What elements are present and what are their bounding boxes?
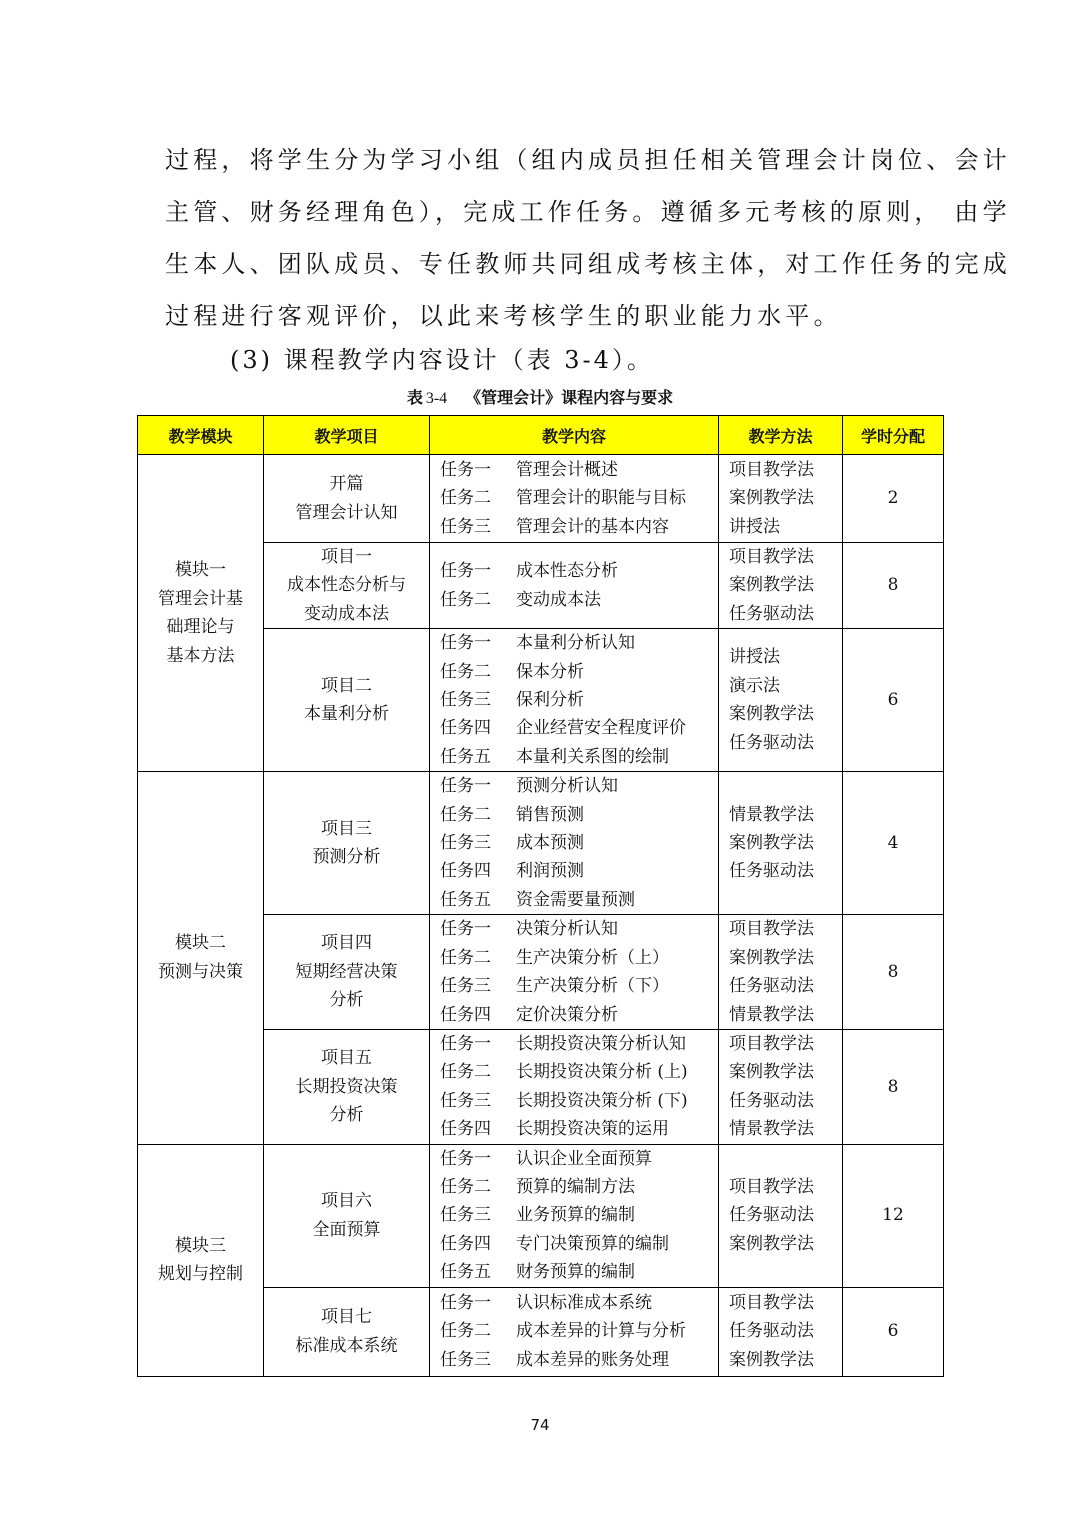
task-line <box>440 1201 718 1229</box>
method-item: 任务驱动法 <box>729 1090 814 1111</box>
table-caption <box>0 386 1080 411</box>
intro-line: 过程进行客观评价，以此来考核学生的职业能力水平。 <box>165 302 842 330</box>
method-item: 演示法 <box>729 675 780 696</box>
hours-cell: 8 <box>843 1029 944 1144</box>
task-name: 保本分析 <box>516 661 584 682</box>
task-line <box>440 484 718 512</box>
method-item: 任务驱动法 <box>729 1321 814 1342</box>
method-cell <box>719 772 843 915</box>
intro-line: 生本人、团队成员、专任教师共同组成考核主体，对工作任务的完成 <box>165 250 1011 278</box>
task-number: 任务二 <box>440 1321 491 1342</box>
task-number: 任务二 <box>440 488 491 509</box>
project-cell <box>264 1144 430 1287</box>
method-item: 案例教学法 <box>729 1349 814 1370</box>
project-name-line: 项目三 <box>321 818 372 839</box>
task-name: 专门决策预算的编制 <box>516 1233 669 1254</box>
task-line <box>440 1258 718 1286</box>
method-item: 任务驱动法 <box>729 603 814 624</box>
task-name: 业务预算的编制 <box>516 1205 635 1226</box>
method-item: 项目教学法 <box>729 919 814 940</box>
task-line <box>440 1289 718 1317</box>
task-name: 保利分析 <box>516 690 584 711</box>
task-line <box>440 658 718 686</box>
method-item: 项目教学法 <box>729 1176 814 1197</box>
task-number: 任务四 <box>440 1119 491 1140</box>
method-item: 案例教学法 <box>729 488 814 509</box>
task-line <box>440 1030 718 1058</box>
task-name: 本量利分析认知 <box>516 633 635 654</box>
intro-paragraph <box>165 134 1011 342</box>
task-number: 任务四 <box>440 1233 491 1254</box>
content-cell <box>430 1287 719 1376</box>
task-name: 资金需要量预测 <box>516 889 635 910</box>
task-name: 长期投资决策分析 (上) <box>516 1062 688 1083</box>
task-number: 任务一 <box>440 776 491 797</box>
table-caption-title: 《管理会计》课程内容与要求 <box>465 388 674 407</box>
section-subheading: (3) 课程教学内容设计（表 3-4）。 <box>230 346 654 374</box>
task-name: 管理会计的基本内容 <box>516 516 669 537</box>
table-caption-label: 表 <box>406 388 423 407</box>
task-number: 任务五 <box>440 746 491 767</box>
hours-cell: 8 <box>843 915 944 1030</box>
task-name: 认识企业全面预算 <box>516 1148 652 1169</box>
task-number: 任务五 <box>440 889 491 910</box>
project-cell <box>264 1287 430 1376</box>
task-line <box>440 829 718 857</box>
task-line <box>440 686 718 714</box>
module-name-line: 模块三 <box>175 1235 226 1256</box>
task-name: 成本性态分析 <box>516 561 618 582</box>
method-item: 任务驱动法 <box>729 861 814 882</box>
intro-line: 主管、财务经理角色），完成工作任务。遵循多元考核的原则， 由学 <box>165 198 1011 226</box>
content-cell <box>430 629 719 772</box>
task-name: 预算的编制方法 <box>516 1176 635 1197</box>
task-line <box>440 801 718 829</box>
module-cell <box>138 1144 264 1376</box>
method-item: 案例教学法 <box>729 704 814 725</box>
project-cell <box>264 772 430 915</box>
task-number: 任务二 <box>440 804 491 825</box>
content-cell <box>430 772 719 915</box>
project-cell <box>264 629 430 772</box>
header-module: 教学模块 <box>138 416 264 455</box>
method-item: 案例教学法 <box>729 1062 814 1083</box>
task-line <box>440 456 718 484</box>
task-line <box>440 1173 718 1201</box>
hours-cell: 6 <box>843 1287 944 1376</box>
task-line <box>440 944 718 972</box>
content-cell <box>430 1029 719 1144</box>
task-name: 长期投资决策分析 (下) <box>516 1090 688 1111</box>
task-number: 任务二 <box>440 661 491 682</box>
task-number: 任务四 <box>440 861 491 882</box>
method-item: 情景教学法 <box>729 1004 814 1025</box>
module-cell <box>138 455 264 772</box>
task-name: 管理会计的职能与目标 <box>516 488 686 509</box>
task-name: 变动成本法 <box>516 589 601 610</box>
project-name-line: 预测分析 <box>312 847 381 868</box>
task-line <box>440 1346 718 1374</box>
project-name-line: 标准成本系统 <box>295 1335 398 1356</box>
project-name-line: 项目五 <box>321 1048 372 1069</box>
module-name-line: 规划与控制 <box>158 1264 243 1285</box>
course-content-table <box>137 415 944 1377</box>
task-number: 任务三 <box>440 1349 491 1370</box>
task-line <box>440 1230 718 1258</box>
task-name: 决策分析认知 <box>516 919 618 940</box>
method-item: 情景教学法 <box>729 804 814 825</box>
project-cell <box>264 915 430 1030</box>
method-cell <box>719 455 843 543</box>
task-number: 任务三 <box>440 833 491 854</box>
project-name-line: 项目七 <box>321 1307 372 1328</box>
task-name: 长期投资决策的运用 <box>516 1119 669 1140</box>
page-number: 74 <box>530 1416 550 1434</box>
method-cell <box>719 543 843 629</box>
project-cell <box>264 1029 430 1144</box>
table-row <box>138 772 944 915</box>
task-number: 任务四 <box>440 1004 491 1025</box>
project-name-line: 成本性态分析与 <box>287 575 406 596</box>
project-name-line: 本量利分析 <box>304 704 389 725</box>
task-name: 认识标准成本系统 <box>516 1292 652 1313</box>
task-line <box>440 1087 718 1115</box>
task-name: 生产决策分析（上） <box>516 947 669 968</box>
task-line <box>440 586 718 614</box>
task-number: 任务五 <box>440 1262 491 1283</box>
module-name-line: 模块二 <box>175 933 226 954</box>
task-number: 任务三 <box>440 1205 491 1226</box>
project-name-line: 项目一 <box>321 547 372 567</box>
module-name-line: 基本方法 <box>166 645 235 666</box>
table-row <box>138 455 944 543</box>
project-name-line: 管理会计认知 <box>295 502 398 523</box>
task-number: 任务一 <box>440 1292 491 1313</box>
task-line <box>440 972 718 1000</box>
task-number: 任务二 <box>440 589 491 610</box>
task-line <box>440 1115 718 1143</box>
project-name-line: 长期投资决策 <box>295 1076 398 1097</box>
hours-cell: 4 <box>843 772 944 915</box>
method-item: 项目教学法 <box>729 1292 814 1313</box>
task-name: 成本差异的账务处理 <box>516 1349 669 1370</box>
task-number: 任务二 <box>440 1062 491 1083</box>
task-name: 财务预算的编制 <box>516 1262 635 1283</box>
task-line <box>440 857 718 885</box>
project-name-line: 项目六 <box>321 1191 372 1212</box>
method-cell <box>719 1144 843 1287</box>
content-cell <box>430 1144 719 1287</box>
method-cell <box>719 1029 843 1144</box>
task-name: 企业经营安全程度评价 <box>516 718 686 739</box>
task-line <box>440 915 718 943</box>
task-number: 任务二 <box>440 947 491 968</box>
task-name: 管理会计概述 <box>516 459 618 480</box>
hours-cell: 8 <box>843 543 944 629</box>
task-line <box>440 1058 718 1086</box>
task-name: 成本预测 <box>516 833 584 854</box>
task-number: 任务四 <box>440 718 491 739</box>
content-cell <box>430 455 719 543</box>
module-cell <box>138 772 264 1144</box>
task-line <box>440 1001 718 1029</box>
method-item: 项目教学法 <box>729 1033 814 1054</box>
hours-cell: 6 <box>843 629 944 772</box>
task-line <box>440 513 718 541</box>
project-cell <box>264 543 430 629</box>
method-item: 任务驱动法 <box>729 1205 814 1226</box>
method-item: 案例教学法 <box>729 1233 814 1254</box>
task-name: 长期投资决策分析认知 <box>516 1033 686 1054</box>
intro-line: 过程，将学生分为学习小组（组内成员担任相关管理会计岗位、会计 <box>165 146 1011 174</box>
task-number: 任务一 <box>440 1148 491 1169</box>
project-name-line: 短期经营决策 <box>295 961 398 982</box>
hours-cell: 12 <box>843 1144 944 1287</box>
hours-cell: 2 <box>843 455 944 543</box>
header-project: 教学项目 <box>264 416 430 455</box>
project-name-line: 变动成本法 <box>304 603 389 624</box>
task-number: 任务二 <box>440 1176 491 1197</box>
module-name-line: 础理论与 <box>166 617 235 638</box>
module-name-line: 预测与决策 <box>158 961 243 982</box>
method-cell <box>719 915 843 1030</box>
task-name: 销售预测 <box>516 804 584 825</box>
method-item: 项目教学法 <box>729 547 814 567</box>
task-name: 成本差异的计算与分析 <box>516 1321 686 1342</box>
task-name: 利润预测 <box>516 861 584 882</box>
table-header-row <box>138 416 944 455</box>
method-item: 讲授法 <box>729 647 780 668</box>
task-line <box>440 629 718 657</box>
project-name-line: 项目二 <box>321 675 372 696</box>
method-cell <box>719 629 843 772</box>
method-item: 案例教学法 <box>729 833 814 854</box>
task-number: 任务三 <box>440 1090 491 1111</box>
task-line <box>440 1145 718 1173</box>
task-line <box>440 886 718 914</box>
task-line <box>440 1317 718 1345</box>
task-number: 任务三 <box>440 516 491 537</box>
task-name: 本量利关系图的绘制 <box>516 746 669 767</box>
task-name: 定价决策分析 <box>516 1004 618 1025</box>
task-number: 任务一 <box>440 1033 491 1054</box>
task-number: 任务三 <box>440 976 491 997</box>
method-item: 任务驱动法 <box>729 732 814 753</box>
project-name-line: 分析 <box>329 990 364 1011</box>
method-item: 案例教学法 <box>729 947 814 968</box>
task-line <box>440 557 718 585</box>
header-method: 教学方法 <box>719 416 843 455</box>
project-name-line: 开篇 <box>329 474 364 495</box>
task-number: 任务三 <box>440 690 491 711</box>
method-item: 情景教学法 <box>729 1119 814 1140</box>
task-number: 任务一 <box>440 459 491 480</box>
project-name-line: 分析 <box>329 1104 364 1125</box>
method-item: 任务驱动法 <box>729 976 814 997</box>
task-number: 任务一 <box>440 561 491 582</box>
method-cell <box>719 1287 843 1376</box>
method-item: 项目教学法 <box>729 459 814 480</box>
content-cell <box>430 915 719 1030</box>
method-item: 案例教学法 <box>729 575 814 596</box>
task-number: 任务一 <box>440 633 491 654</box>
project-name-line: 全面预算 <box>312 1219 381 1240</box>
header-hours: 学时分配 <box>843 416 944 455</box>
task-line <box>440 714 718 742</box>
header-content: 教学内容 <box>430 416 719 455</box>
table-row <box>138 1144 944 1287</box>
project-cell <box>264 455 430 543</box>
task-number: 任务一 <box>440 919 491 940</box>
method-item: 讲授法 <box>729 516 780 537</box>
table-caption-number: 3-4 <box>425 390 448 407</box>
task-line <box>440 743 718 771</box>
project-name-line: 项目四 <box>321 933 372 954</box>
content-cell <box>430 543 719 629</box>
module-name-line: 管理会计基 <box>158 588 243 609</box>
module-name-line: 模块一 <box>175 560 226 581</box>
task-name: 生产决策分析（下） <box>516 976 669 997</box>
task-line <box>440 772 718 800</box>
task-name: 预测分析认知 <box>516 776 618 797</box>
